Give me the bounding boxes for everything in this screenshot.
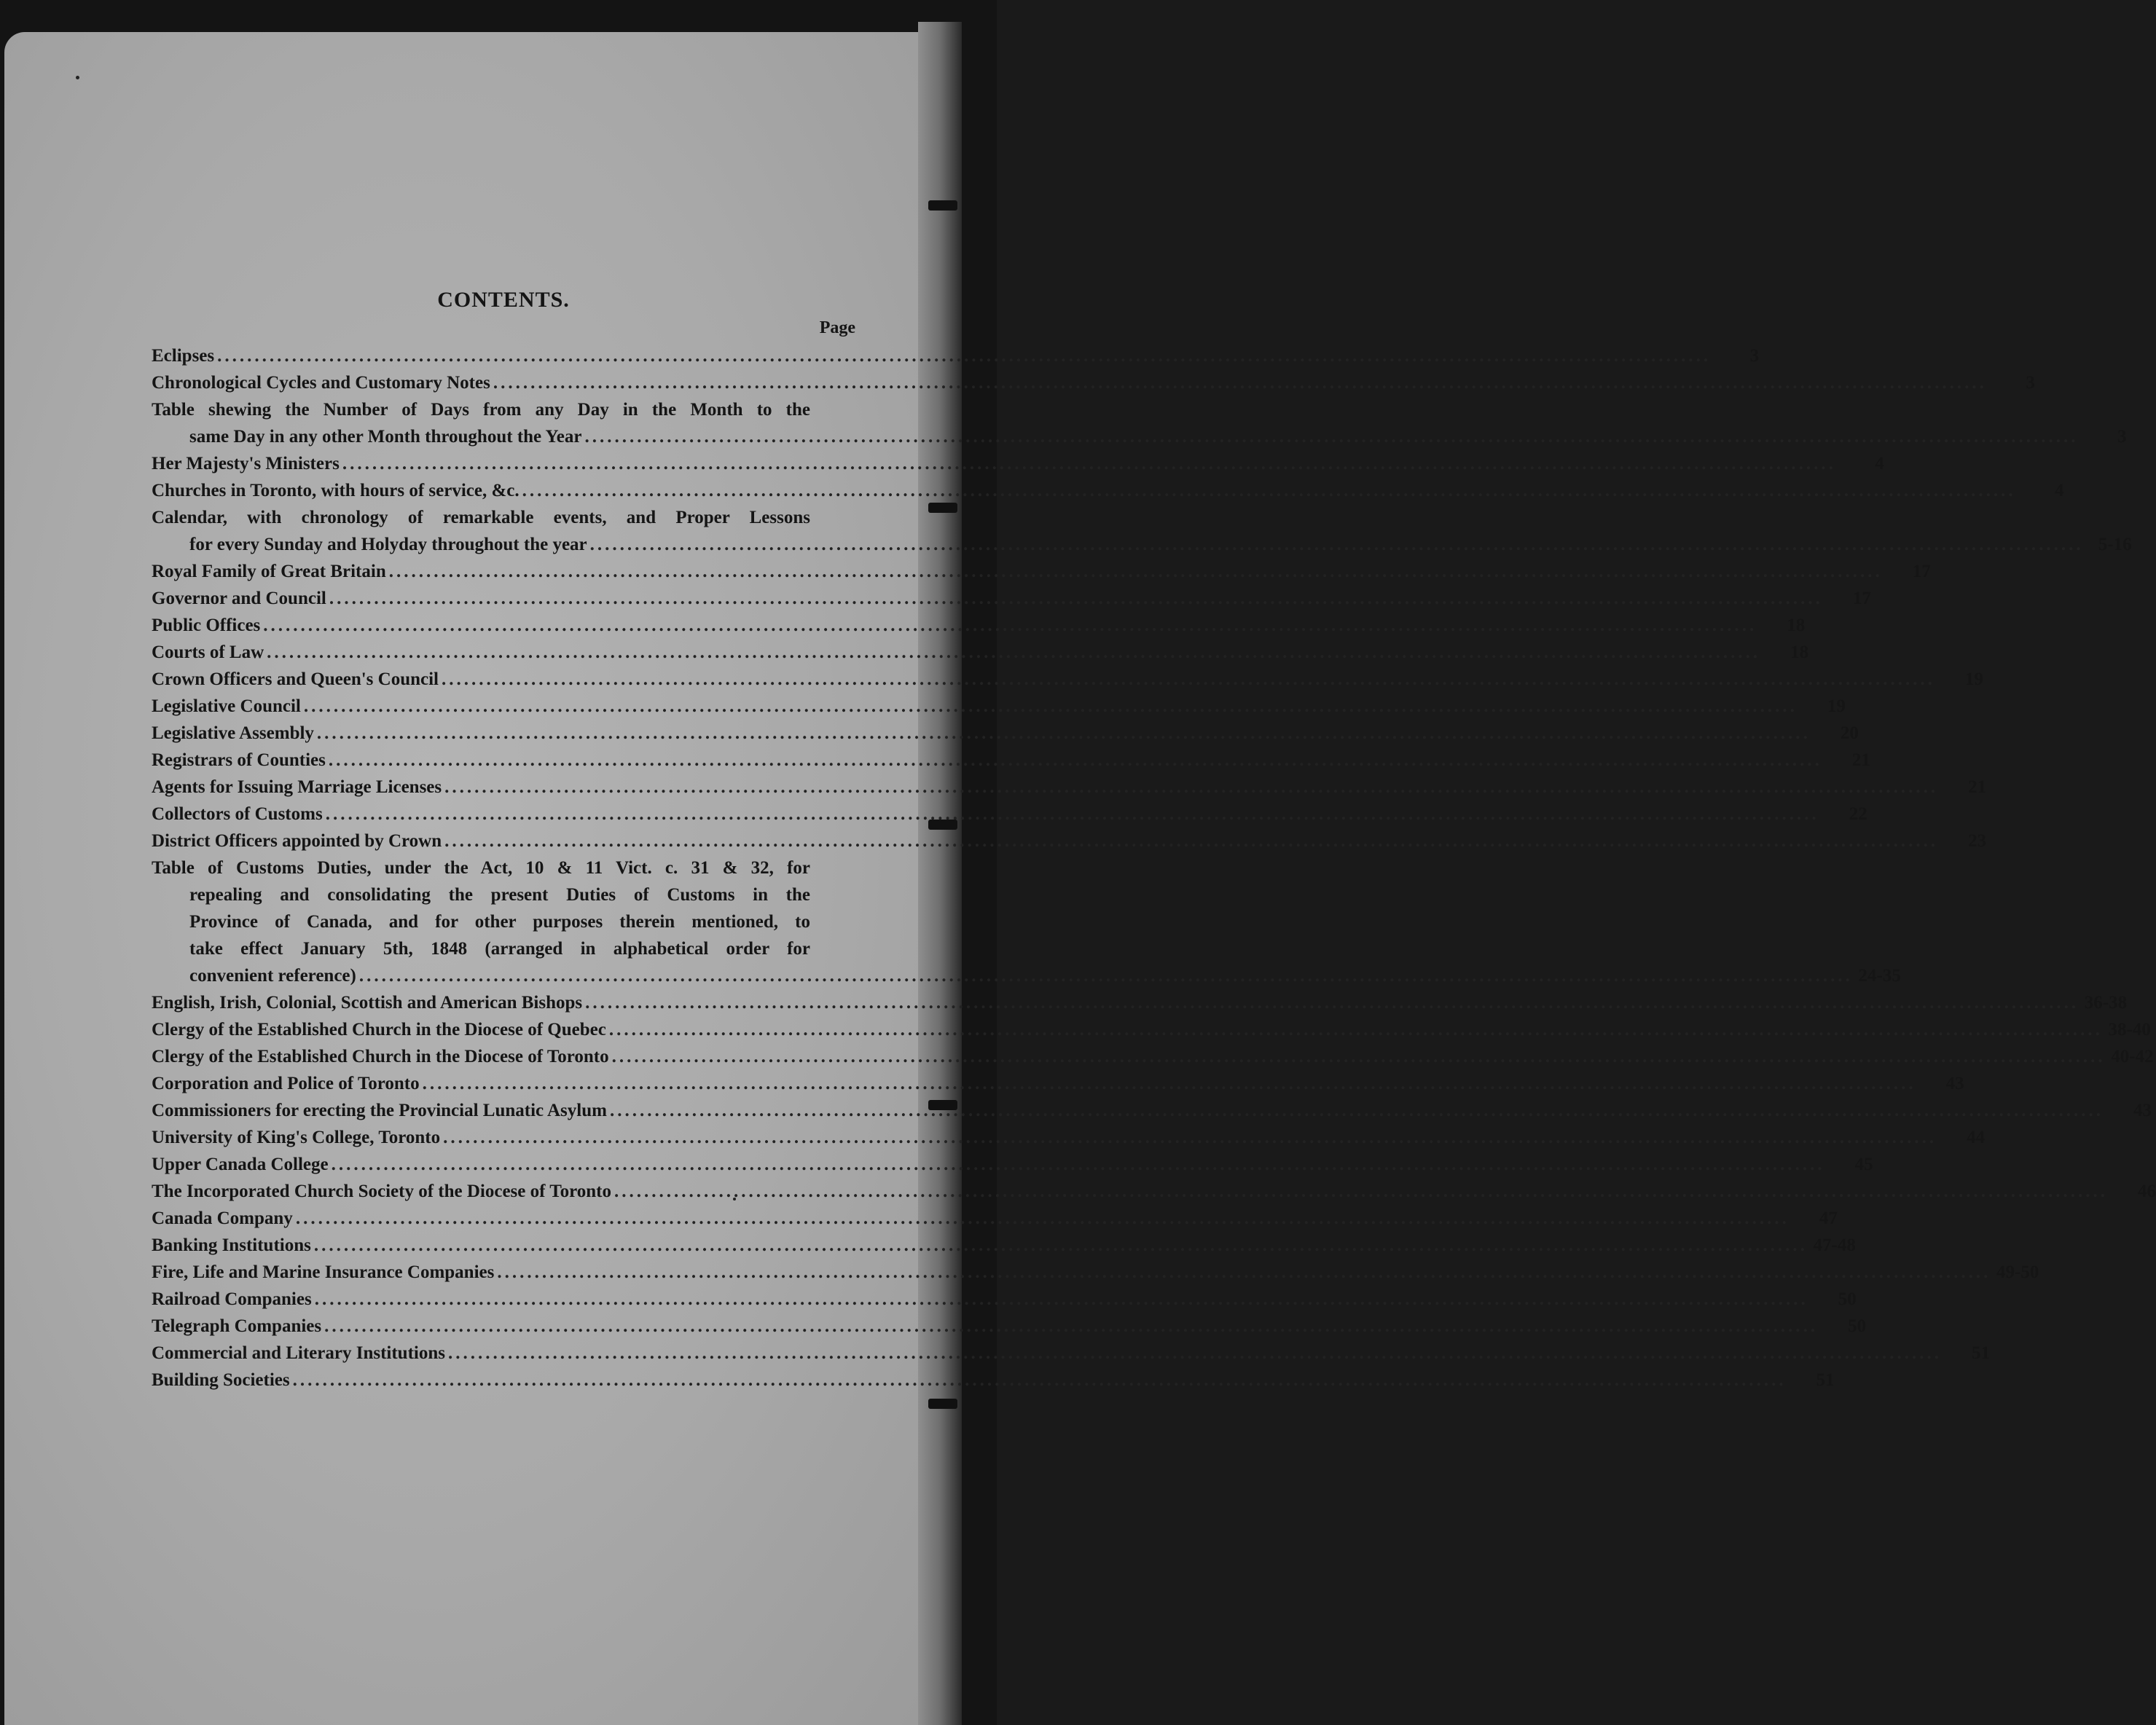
- contents-entry: [152, 612, 1806, 639]
- leader-dots: ........................................................................................................................................................................................................: [585, 993, 2079, 1013]
- contents-entry: [152, 369, 2035, 396]
- entry-page-number: 36-38: [2084, 993, 2128, 1013]
- entry-title: Telegraph Companies: [152, 1316, 322, 1336]
- entry-title: Her Majesty's Ministers: [152, 454, 340, 474]
- entry-line: [152, 1043, 2154, 1070]
- entry-page-number: 43: [2133, 1101, 2152, 1120]
- entry-page-number: 4: [1875, 454, 1884, 474]
- contents-entry: [152, 774, 1987, 801]
- entry-line: [152, 1016, 2151, 1043]
- entry-line: [152, 477, 2064, 504]
- entry-title: Commissioners for erecting the Provincial Lunatic Asylum: [152, 1101, 607, 1120]
- entry-title-line: take effect January 5th, 1848 (arranged in alphabetical order for: [189, 939, 810, 959]
- entry-page-number: 22: [1849, 804, 1867, 824]
- entry-title: Crown Officers and Queen's Council: [152, 669, 439, 689]
- entry-line: [152, 1367, 1835, 1394]
- leader-dots: ........................................................................................................................................................................................................: [316, 723, 1811, 743]
- entry-page-number: 20: [1840, 723, 1859, 743]
- contents-entry: [152, 747, 1870, 774]
- contents-entry: [152, 720, 1859, 747]
- binding-mark: [928, 200, 957, 211]
- entry-line: [152, 1097, 2152, 1124]
- entry-page-number: 24-35: [1858, 966, 1901, 986]
- entry-page-number: 21: [1968, 777, 1987, 797]
- contents-entry: [152, 1340, 1990, 1367]
- entry-page-number: 46: [2138, 1182, 2156, 1201]
- entry-title: Clergy of the Established Church in the Diocese of Toronto: [152, 1047, 609, 1066]
- contents-entry: [152, 1016, 2151, 1043]
- leader-dots: ........................................................................................................................................................................................................: [589, 535, 2084, 554]
- entry-line: [152, 828, 1987, 854]
- entry-page-number: 18: [1790, 643, 1809, 662]
- entry-title: Railroad Companies: [152, 1289, 312, 1309]
- contents-entry: [152, 1043, 2154, 1070]
- contents-entry: [152, 1151, 1873, 1178]
- leader-dots: ........................................................................................................................................................................................................: [448, 1343, 1942, 1363]
- entry-title: Legislative Council: [152, 696, 301, 716]
- contents-entry: [152, 639, 1809, 666]
- entry-title: Governor and Council: [152, 589, 326, 608]
- entry-line: [152, 1259, 2039, 1286]
- entry-line: [152, 1178, 2156, 1205]
- leader-dots: ........................................................................................................................................................................................................: [325, 804, 1819, 824]
- entry-page-number: 44: [1967, 1128, 1986, 1147]
- contents-entry: [152, 801, 1867, 828]
- entry-page-number: 5-16: [2098, 535, 2132, 554]
- contents-entry: [152, 396, 2127, 450]
- entry-line: [152, 1070, 1964, 1097]
- leader-dots: ........................................................................................................................................................................................................: [444, 831, 1939, 851]
- entry-line: [152, 342, 1760, 369]
- entry-line: [152, 774, 1987, 801]
- entry-page-number: 43: [1945, 1074, 1964, 1093]
- entry-title-line: Calendar, with chronology of remarkable events, and Proper Lessons: [152, 508, 810, 527]
- ink-speck: [76, 76, 79, 79]
- leader-dots: ........................................................................................................................................................................................................: [444, 777, 1939, 797]
- leader-dots: ........................................................................................................................................................................................................: [328, 750, 1822, 770]
- contents-entry: [152, 989, 2128, 1016]
- entry-page-number: 19: [1827, 696, 1846, 716]
- entry-title: Chronological Cycles and Customary Notes: [152, 373, 490, 393]
- entry-page-number: 38-40: [2108, 1020, 2151, 1040]
- contents-entry: [152, 1232, 1856, 1259]
- leader-dots: ........................................................................................................................................................................................................: [292, 1370, 1787, 1390]
- entry-page-number: 17: [1852, 589, 1871, 608]
- entry-page-number: 40-42: [2111, 1047, 2154, 1066]
- leader-dots: ........................................................................................................................................................................................................: [609, 1101, 2104, 1120]
- contents-entry: [152, 693, 1846, 720]
- contents-entry: [152, 1367, 1835, 1394]
- entry-title: Eclipses: [152, 346, 215, 366]
- page-title: CONTENTS.: [437, 288, 570, 312]
- page-column-label: Page: [819, 318, 855, 337]
- leader-dots: ........................................................................................................................................................................................................: [342, 454, 1836, 474]
- entry-title: University of King's College, Toronto: [152, 1128, 441, 1147]
- entry-title: Corporation and Police of Toronto: [152, 1074, 420, 1093]
- leader-dots: ........................................................................................................................................................................................................: [497, 1262, 1991, 1282]
- leader-dots: ........................................................................................................................................................................................................: [358, 966, 1853, 986]
- contents-entries: [152, 342, 2156, 1394]
- contents-entry: [152, 1097, 2152, 1124]
- entry-page-number: 3: [2117, 427, 2127, 447]
- contents-entry: [152, 450, 1884, 477]
- binding-mark: [928, 1399, 957, 1409]
- entry-line: [152, 1286, 1857, 1313]
- leader-dots: ........................................................................................................................................................................................................: [442, 669, 1935, 689]
- entry-line: [152, 1205, 1838, 1232]
- entry-line: [152, 1313, 1867, 1340]
- entry-title-line: repealing and consolidating the present Duties of Customs in the: [189, 885, 810, 905]
- entry-line: [152, 1151, 1873, 1178]
- contents-entry: [152, 558, 1931, 585]
- entry-page-number: 45: [1854, 1155, 1873, 1174]
- entry-line: [152, 693, 1846, 720]
- leader-dots: ........................................................................................................................................................................................................: [217, 346, 1712, 366]
- entry-page-number: 3: [2026, 373, 2035, 393]
- entry-title: Fire, Life and Marine Insurance Companies: [152, 1262, 495, 1282]
- entry-line: [152, 585, 1871, 612]
- entry-line: [152, 666, 1983, 693]
- entry-title-line: Table shewing the Number of Days from any Day in the Month to the: [152, 400, 810, 420]
- entry-title: Royal Family of Great Britain: [152, 562, 386, 581]
- entry-page-number: 51: [1972, 1343, 1990, 1363]
- entry-line: [152, 558, 1931, 585]
- contents-entry: [152, 828, 1987, 854]
- entry-page-number: 47-48: [1813, 1235, 1856, 1255]
- entry-line: [152, 1124, 1986, 1151]
- entry-page-number: 3: [1749, 346, 1760, 366]
- entry-page-number: 49-50: [1996, 1262, 2039, 1282]
- leader-dots: ........................................................................................................................................................................................................: [324, 1316, 1819, 1336]
- contents-entry: [152, 1178, 2156, 1205]
- leader-dots: ........................................................................................................................................................................................................: [303, 696, 1798, 716]
- contents-entry: [152, 1070, 1964, 1097]
- entry-title: Courts of Law: [152, 643, 264, 662]
- entry-title: Registrars of Counties: [152, 750, 326, 770]
- contents-entry: [152, 477, 2064, 504]
- leader-dots: ........................................................................................................................................................................................................: [295, 1209, 1790, 1228]
- entry-title: English, Irish, Colonial, Scottish and American Bishops: [152, 993, 583, 1013]
- entry-page-number: 50: [1848, 1316, 1867, 1336]
- contents-entry: [152, 342, 1760, 369]
- entry-title: Banking Institutions: [152, 1235, 311, 1255]
- entry-line: [152, 801, 1867, 828]
- entry-page-number: 17: [1912, 562, 1931, 581]
- entry-title: Canada Company: [152, 1209, 293, 1228]
- entry-title: for every Sunday and Holyday throughout the year: [189, 535, 587, 554]
- entry-title: convenient reference): [189, 966, 356, 986]
- entry-title: The Incorporated Church Society of the Diocese of Toronto: [152, 1182, 611, 1201]
- leader-dots: ........................................................................................................................................................................................................: [331, 1155, 1825, 1174]
- entry-line: [152, 639, 1809, 666]
- entry-title: Collectors of Customs: [152, 804, 323, 824]
- leader-dots: ........................................................................................................................................................................................................: [493, 373, 1987, 393]
- entry-title: Public Offices: [152, 616, 261, 635]
- entry-line: [152, 1232, 1856, 1259]
- entry-line: [152, 612, 1806, 639]
- page-binding-edge: [918, 22, 962, 1725]
- contents-entry: [152, 1259, 2039, 1286]
- entry-line: [152, 1340, 1990, 1367]
- leader-dots: ........................................................................................................................................................................................................: [263, 616, 1757, 635]
- entry-line: [152, 450, 1884, 477]
- leader-dots: ........................................................................................................................................................................................................: [422, 1074, 1916, 1093]
- entry-page-number: 50: [1838, 1289, 1857, 1309]
- entry-title: Agents for Issuing Marriage Licenses: [152, 777, 442, 797]
- binding-mark: [928, 503, 957, 513]
- entry-page-number: 19: [1965, 669, 1983, 689]
- entry-page-number: 21: [1851, 750, 1870, 770]
- entry-title: District Officers appointed by Crown: [152, 831, 442, 851]
- entry-title-line: Table of Customs Duties, under the Act, 10 & 11 Vict. c. 31 & 32, for: [152, 858, 810, 878]
- leader-dots: ........................................................................................................................................................................................................: [329, 589, 1823, 608]
- contents-entry: [152, 854, 1901, 989]
- entry-page-number: 18: [1787, 616, 1806, 635]
- leader-dots: ........................................................................................................................................................................................................: [388, 562, 1883, 581]
- leader-dots: ........................................................................................................................................................................................................: [608, 1020, 2103, 1040]
- contents-entry: [152, 1205, 1838, 1232]
- leader-dots: ........................................................................................................................................................................................................: [522, 481, 2016, 500]
- contents-entry: [152, 666, 1983, 693]
- entry-page-number: 47: [1819, 1209, 1838, 1228]
- entry-title: Commercial and Literary Institutions: [152, 1343, 445, 1363]
- entry-line: [152, 369, 2035, 396]
- contents-entry: [152, 504, 2132, 558]
- entry-title: Legislative Assembly: [152, 723, 314, 743]
- entry-page-number: 51: [1816, 1370, 1835, 1390]
- entry-line: [152, 962, 1901, 989]
- entry-line: [152, 720, 1859, 747]
- leader-dots: ........................................................................................................................................................................................................: [313, 1235, 1808, 1255]
- entry-title: Upper Canada College: [152, 1155, 329, 1174]
- contents-entry: [152, 1286, 1857, 1313]
- leader-dots: ........................................................................................................................................................................................................: [614, 1182, 2108, 1201]
- entry-line: [152, 989, 2128, 1016]
- entry-line: [152, 747, 1870, 774]
- contents-entry: [152, 1313, 1867, 1340]
- entry-title: Clergy of the Established Church in the Diocese of Quebec: [152, 1020, 606, 1040]
- entry-title-line: Province of Canada, and for other purposes therein mentioned, to: [189, 912, 810, 932]
- leader-dots: ........................................................................................................................................................................................................: [314, 1289, 1808, 1309]
- entry-title: Building Societies: [152, 1370, 290, 1390]
- entry-line: [152, 423, 2127, 450]
- entry-page-number: 23: [1968, 831, 1987, 851]
- leader-dots: ........................................................................................................................................................................................................: [611, 1047, 2106, 1066]
- leader-dots: ........................................................................................................................................................................................................: [584, 427, 2079, 447]
- contents-entry: [152, 1124, 1986, 1151]
- entry-page-number: 4: [2055, 481, 2064, 500]
- entry-title: Churches in Toronto, with hours of service, &c.: [152, 481, 520, 500]
- leader-dots: ........................................................................................................................................................................................................: [267, 643, 1761, 662]
- entry-line: [152, 531, 2132, 558]
- contents-entry: [152, 585, 1871, 612]
- entry-title: same Day in any other Month throughout the Year: [189, 427, 582, 447]
- leader-dots: ........................................................................................................................................................................................................: [443, 1128, 1937, 1147]
